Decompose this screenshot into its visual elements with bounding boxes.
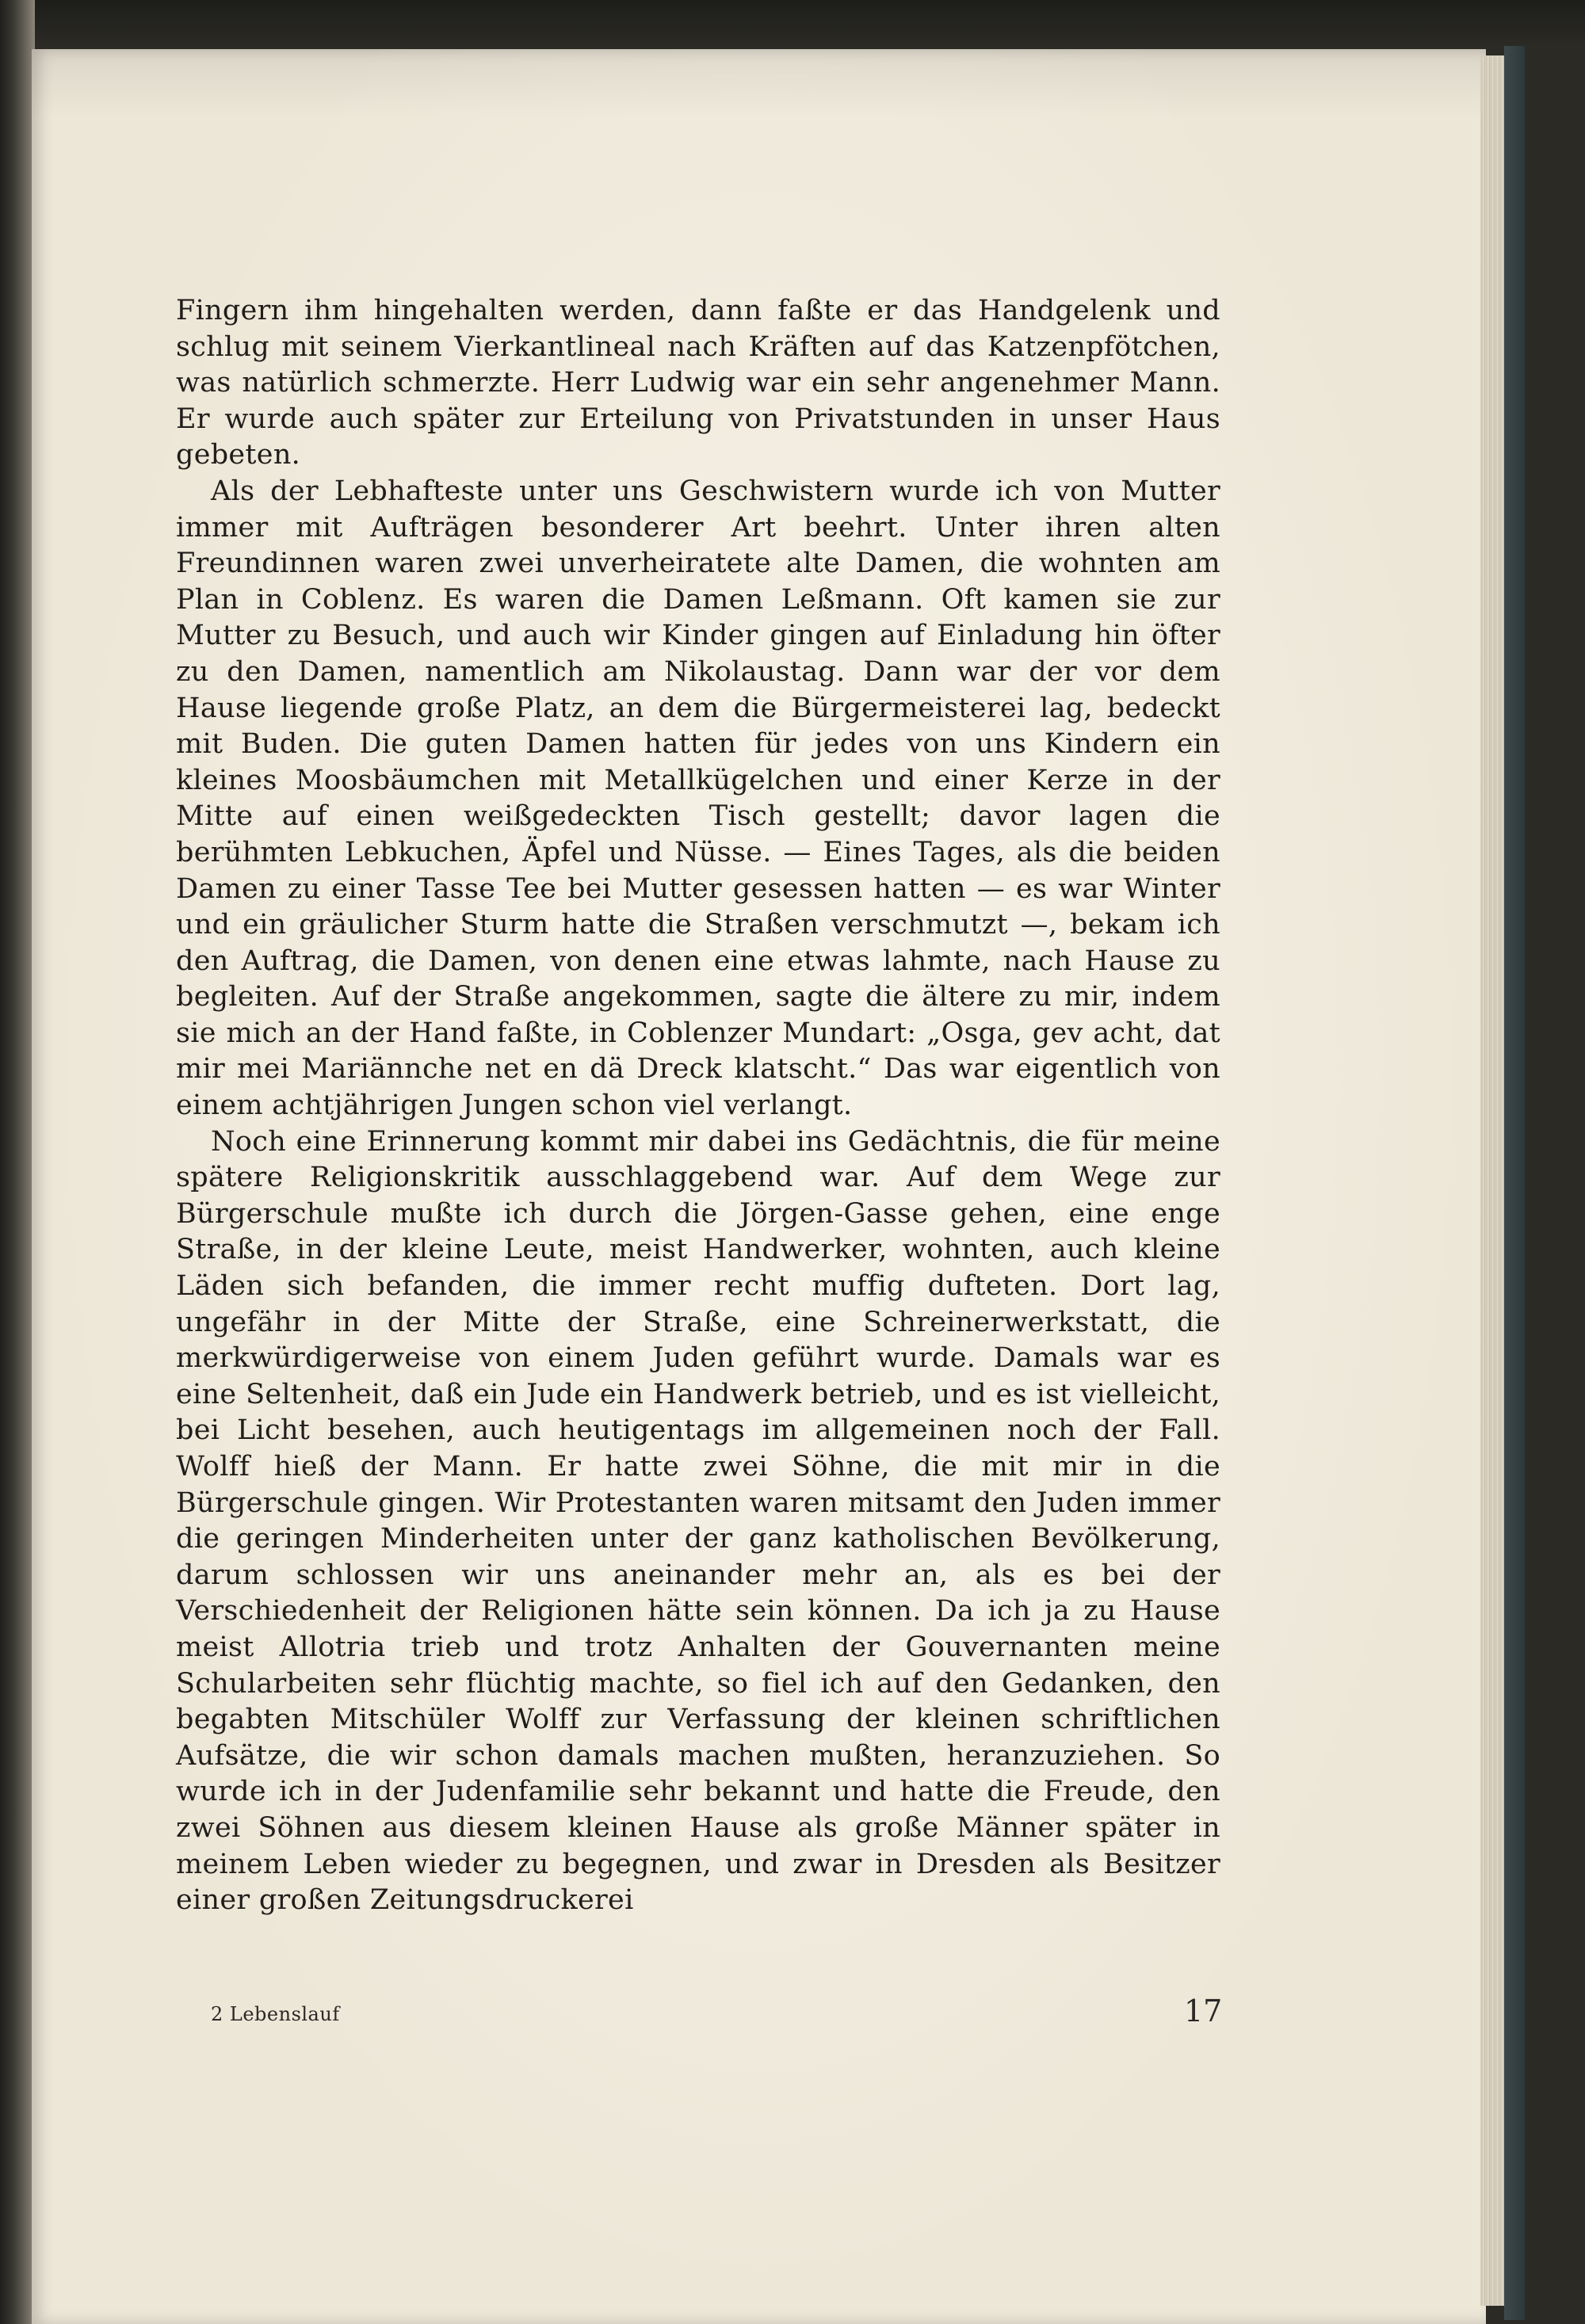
paragraph-2: Als der Lebhafteste unter uns Geschwistern wurde ich von Mutter immer mit Aufträgen besonderer Art beehrt. Unter ihren alten Freundinnen waren zwei unverheiratete alte Damen, die wohnten am Plan in Coblenz. Es waren die Damen Leßmann. Oft kamen sie zur Mutter zu Besuch, und auch wir Kinder gingen auf Einladung hin öfter zu den Damen, namentlich am Nikolaustag. Dann war der vor dem Hause liegende große Platz, an dem die Bürgermeisterei lag, bedeckt mit Buden. Die guten Damen hatten für jedes von uns Kindern ein kleines Moosbäumchen mit Metallkügelchen und einer Kerze in der Mitte auf einen weißgedeckten Tisch gestellt; davor lagen die berühmten Lebkuchen, Äpfel und Nüsse. — Eines Tages, als die beiden Damen zu einer Tasse Tee bei Mutter gesessen hatten — es war Winter und ein gräulicher Sturm hatte die Straßen verschmutzt —, bekam ich den Auftrag, die Damen, von denen eine etwas lahmte, nach Hause zu begleiten. Auf der Straße angekommen, sagte die ältere zu mir, indem sie mich an der Hand faßte, in Coblenzer Mundart: „Osga, gev acht, dat mir mei Mariännche net en dä Dreck klatscht.“ Das war eigentlich von einem achtjährigen Jungen schon viel verlangt. — [176, 475, 1220, 1122]
paragraph-1: Fingern ihm hingehalten werden, dann faßte er das Handgelenk und schlug mit seinem Vierkantlineal nach Kräften auf das Katzenpfötchen, was natürlich schmerzte. Herr Ludwig war ein sehr angenehmer Mann. Er wurde auch später zur Erteilung von Privatstunden in unser Haus gebeten. — [176, 295, 1220, 471]
signature-mark: 2 Lebenslauf — [211, 2003, 340, 2025]
scan-background-top — [0, 0, 1585, 49]
book-spine-edge — [0, 0, 35, 2324]
page-stack-edges — [1480, 55, 1504, 2306]
page-number: 17 — [1184, 1994, 1223, 2028]
body-text — [176, 293, 1220, 1919]
book-cover-edge — [1504, 46, 1525, 2320]
paragraph-3: Noch eine Erinnerung kommt mir dabei ins Gedächtnis, die für meine spätere Religionskritik ausschlaggebend war. Auf dem Wege zur Bürgerschule mußte ich durch die Jörgen-Gasse gehen, eine enge Straße, in der kleine Leute, meist Handwerker, wohnten, auch kleine Läden sich befanden, die immer recht muffig dufteten. Dort lag, ungefähr in der Mitte der Straße, eine Schreinerwerkstatt, die merkwürdigerweise von einem Juden geführt wurde. Damals war es eine Seltenheit, daß ein Jude ein Handwerk betrieb, und es ist vielleicht, bei Licht besehen, auch heutigentags im allgemeinen noch der Fall. Wolff hieß der Mann. Er hatte zwei Söhne, die mit mir in die Bürgerschule gingen. Wir Protestanten waren mitsamt den Juden immer die geringen Minderheiten unter der ganz katholischen Bevölkerung, darum schlossen wir uns aneinander mehr an, als es bei der Verschiedenheit der Religionen hätte sein können. Da ich ja zu Hause meist Allotria trieb und trotz Anhalten der Gouvernanten meine Schularbeiten sehr flüchtig machte, so fiel ich auf den Gedanken, den begabten Mitschüler Wolff zur Verfassung der kleinen schriftlichen Aufsätze, die wir schon damals machen mußten, heranzuziehen. So wurde ich in der Judenfamilie sehr bekannt und hatte die Freude, den zwei Söhnen aus diesem kleinen Hause als große Männer später in meinem Leben wieder zu begegnen, und zwar in Dresden als Besitzer einer großen Zeitungsdruckerei — [176, 1125, 1220, 1917]
